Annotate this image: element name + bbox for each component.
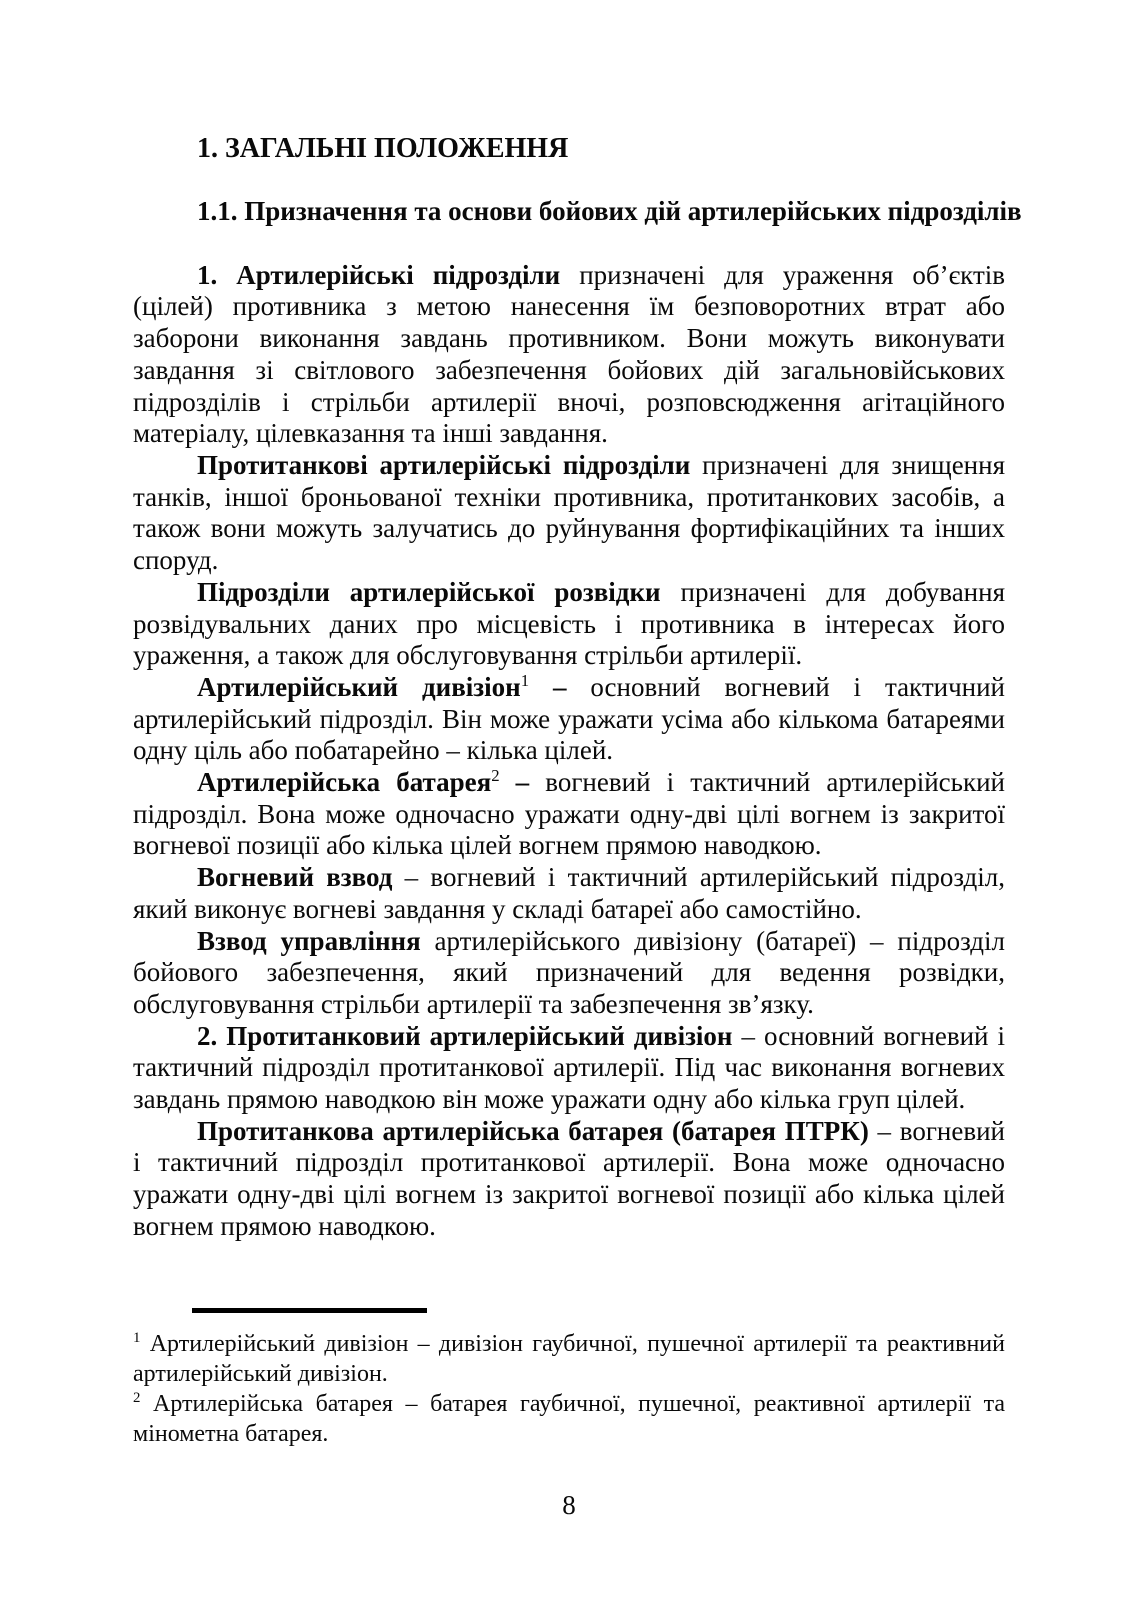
footnote-area — [133, 1308, 1005, 1449]
paragraph: Артилерійський дивізіон$^1$ – основний вогневий і тактичний артилерійський підрозділ. Він може уражати усіма або кількома батареями одну ціль або побатарейно – кілька цілей. — [133, 670, 1005, 766]
paragraph: Протитанкові артилерійські підрозділи призначені для знищення танків, іншої броньованої техніки противника, протитанкових засобів, а також вони можуть залучатись до руйнування фортифікаційних та інших споруд. — [133, 450, 1005, 576]
footnote-reference: 1 — [520, 670, 530, 690]
body-paragraphs — [133, 260, 1005, 1243]
footnote-reference: 2 — [491, 766, 500, 786]
paragraph-lead-bold: Взвод управління — [197, 925, 421, 956]
document-page — [133, 0, 1022, 1243]
footnotes — [133, 1329, 1005, 1449]
paragraph: 2. Протитанковий артилерійський дивізіон – основний вогневий і тактичний підрозділ протитанкової артилерії. Під час виконання вогневих завдань прямою наводкою він може уражати одну або кілька груп цілей. — [133, 1020, 1006, 1115]
paragraph-lead-bold: Артилерійська батарея — [197, 767, 492, 798]
footnote: $^1$ Артилерійський дивізіон – дивізіон гаубичної, пушечної артилерії та реактивний артилерійський дивізіон. — [133, 1330, 1005, 1387]
paragraph-bold-dash: – — [499, 767, 530, 798]
paragraph: Артилерійська батарея$^2$ – вогневий і тактичний артилерійський підрозділ. Вона може одночасно уражати одну-дві цілі вогнем із закритої вогневої позиції або кілька цілей вогнем прямою наводкою. — [133, 766, 1005, 861]
paragraph: Підрозділи артилерійської розвідки призначені для добування розвідувальних даних про місцевість і противника в інтересах його ураження, а також для обслуговування стрільби артилерії. — [133, 576, 1006, 671]
paragraph-lead-bold: Протитанкові артилерійські підрозділи — [197, 450, 691, 480]
section-heading: 1. ЗАГАЛЬНІ ПОЛОЖЕННЯ — [197, 133, 569, 164]
paragraph-lead-bold: Артилерійський дивізіон — [197, 671, 521, 702]
footnote-marker: 1 — [133, 1330, 141, 1346]
footnote-marker: 2 — [133, 1390, 141, 1406]
paragraph: Вогневий взвод – вогневий і тактичний артилерійський підрозділ, який виконує вогневі завдання у складі батареї або самостійно. — [133, 862, 1006, 924]
paragraph: Взвод управління артилерійського дивізіону (батареї) – підрозділ бойового забезпечення, який призначений для ведення розвідки, обслуговування стрільби артилерії та забезпечення зв’язку. — [133, 925, 1006, 1019]
paragraph-lead-bold: Протитанкова артилерійська батарея (батарея ПТРК) — [197, 1115, 869, 1146]
paragraph: Протитанкова артилерійська батарея (батарея ПТРК) – вогневий і тактичний підрозділ протитанкової артилерії. Вона може одночасно уражати одну-дві цілі вогнем із закритої вогневої позиції або кілька цілей вогнем прямою наводкою. — [133, 1115, 1006, 1241]
paragraph-lead-bold: Вогневий взвод — [197, 862, 393, 893]
subsection-heading: 1.1. Призначення та основи бойових дій артилерійських підрозділів — [197, 196, 1022, 227]
paragraph-lead-bold: Підрозділи артилерійської розвідки — [197, 576, 661, 607]
paragraph-lead-bold: 1. Артилерійські підрозділи — [197, 259, 561, 290]
paragraph-lead-bold: 2. Протитанковий артилерійський дивізіон — [197, 1020, 733, 1051]
page-number: 8 — [562, 1490, 576, 1520]
footnote-separator — [192, 1308, 427, 1313]
paragraph-bold-dash: – — [529, 671, 567, 702]
paragraph: 1. Артилерійські підрозділи призначені для ураження об’єктів (цілей) противника з метою нанесення їм безповоротних втрат або заборони виконання завдань противником. Вони можуть виконувати завдання зі світлового забезпечення бойових дій загальновійськових підрозділів і стрільби артилерії вночі, розповсюдження агітаційного матеріалу, цілевказання та інші завдання. — [133, 259, 1005, 449]
footnote: $^2$ Артилерійська батарея – батарея гаубичної, пушечної, реактивної артилерії та мінометна батарея. — [133, 1390, 1005, 1447]
